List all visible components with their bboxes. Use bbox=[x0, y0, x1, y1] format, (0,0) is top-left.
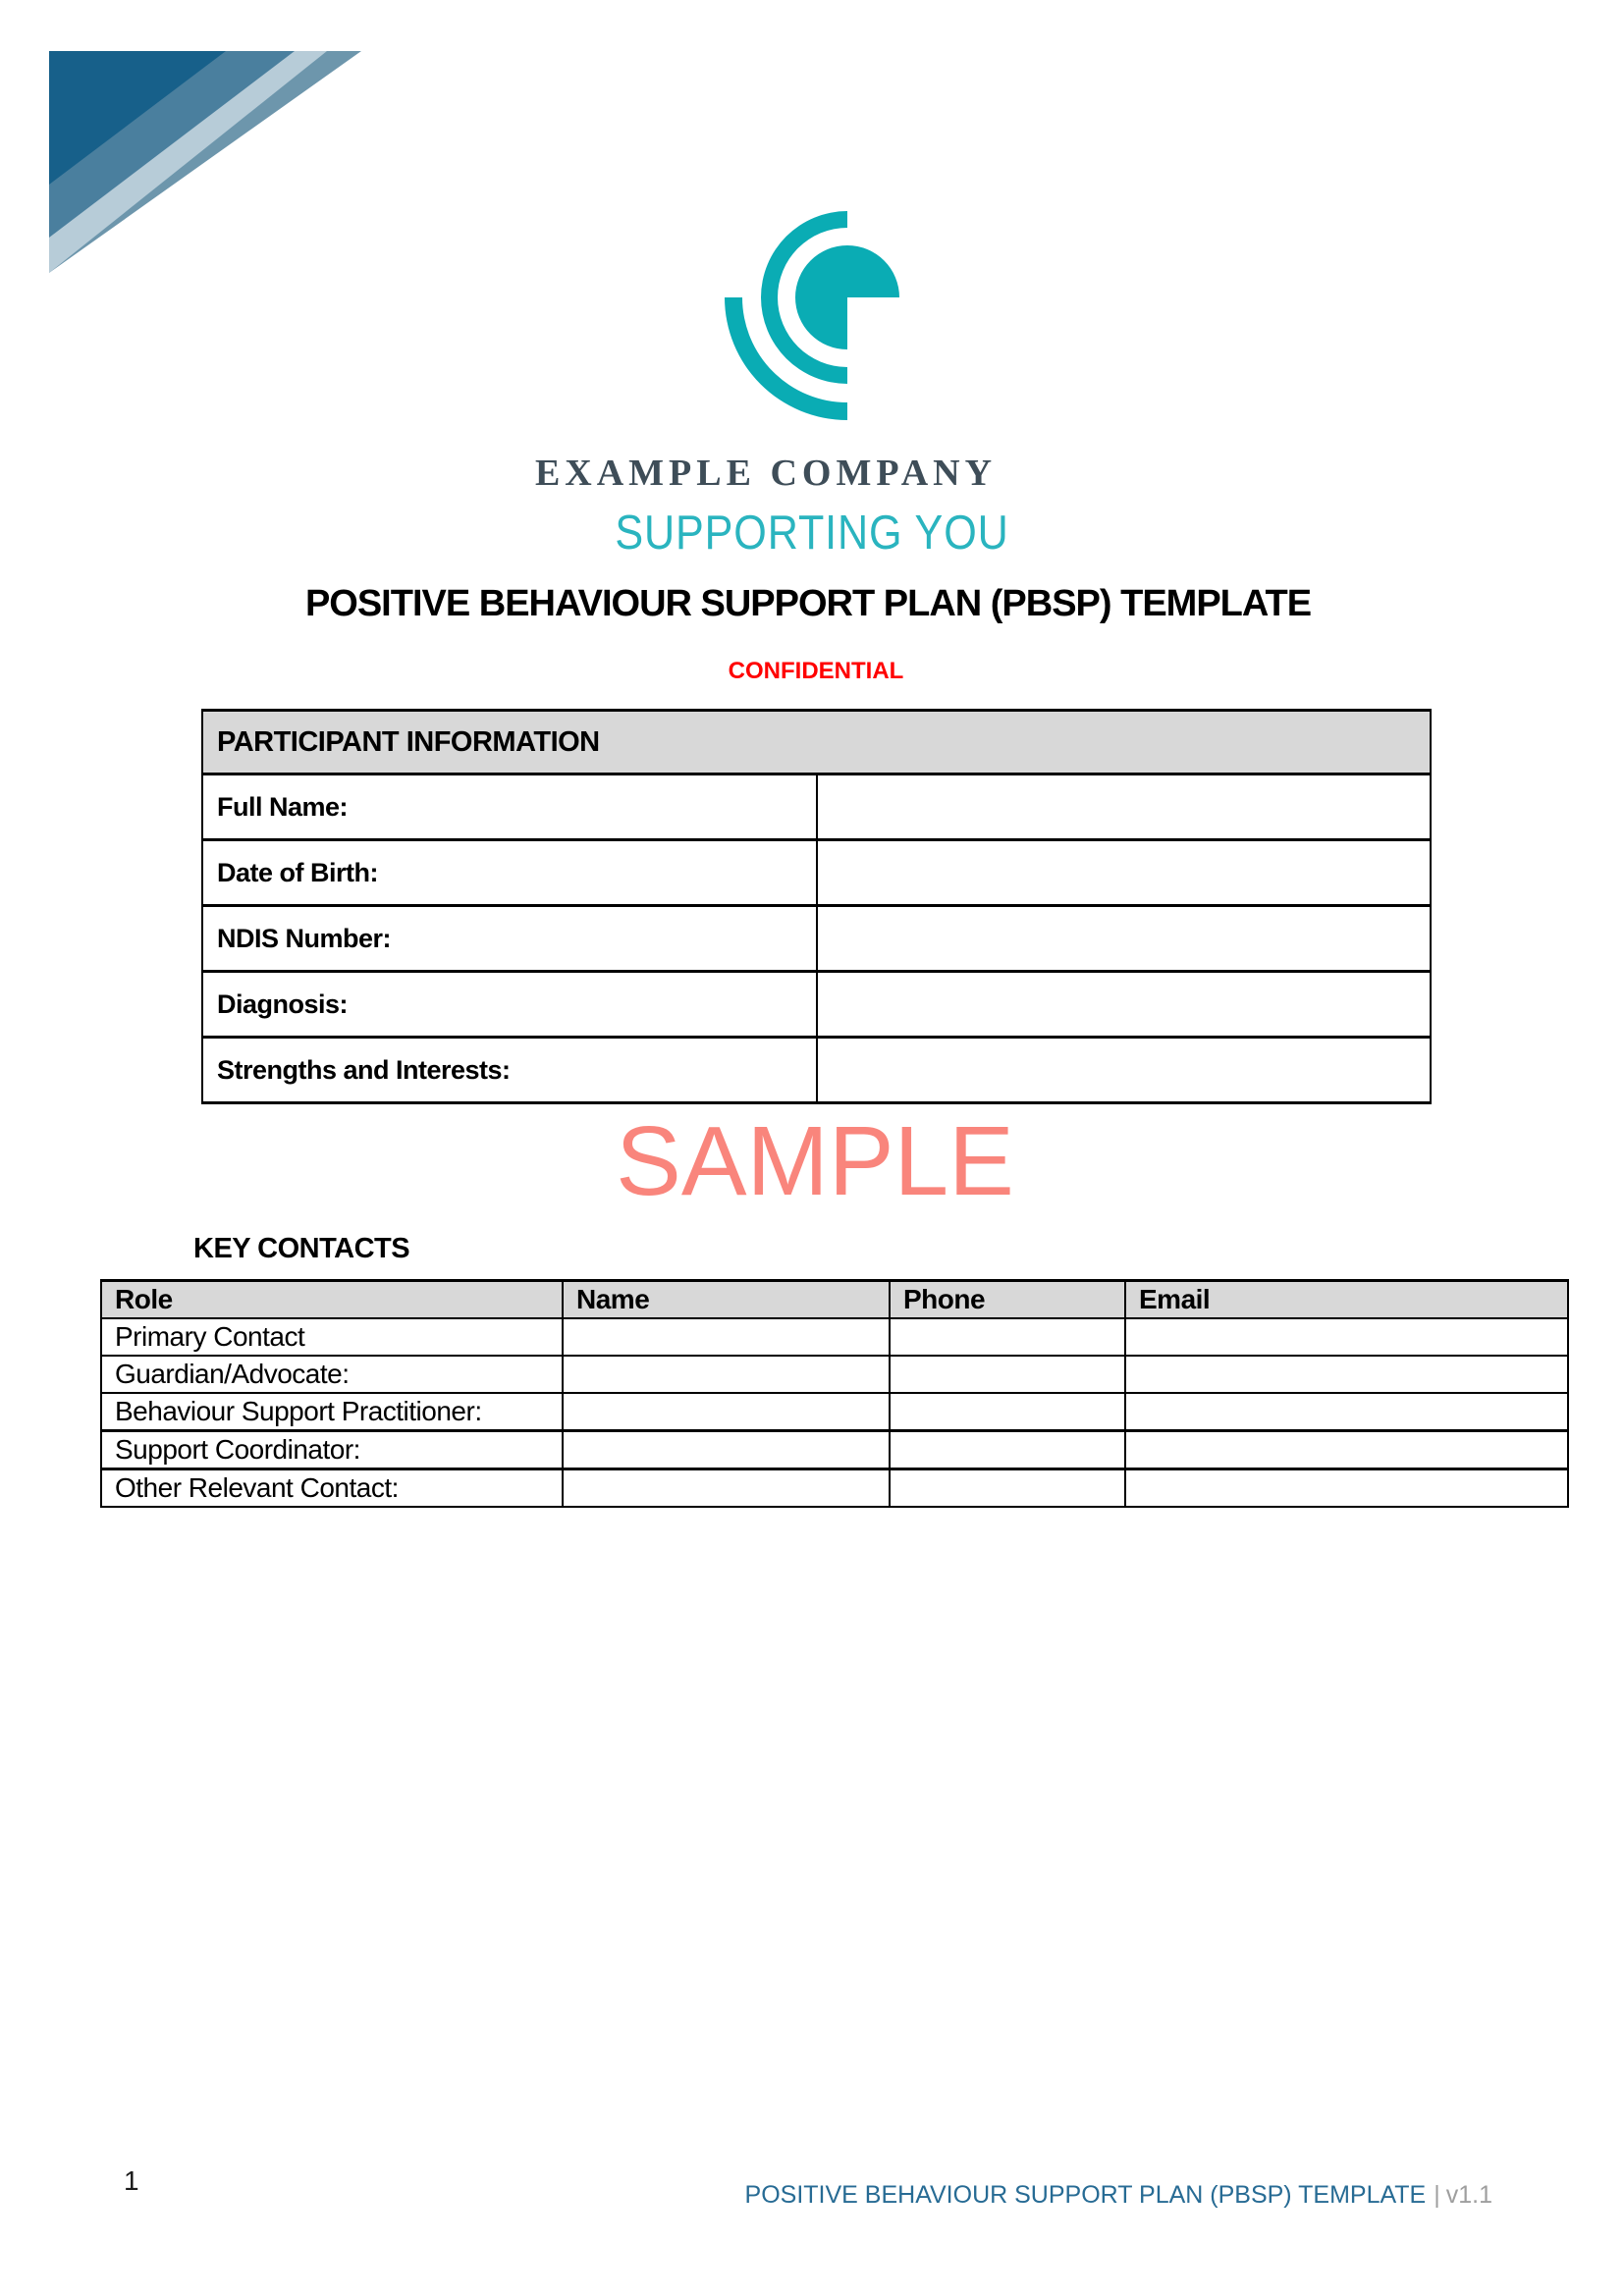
strengths-interests-value-cell[interactable] bbox=[817, 1038, 1432, 1103]
other-relevant-contact-email-cell[interactable] bbox=[1125, 1469, 1568, 1508]
primary-contact-email-cell[interactable] bbox=[1125, 1318, 1568, 1356]
guardian-advocate-name-cell[interactable] bbox=[563, 1356, 890, 1393]
primary-contact-role-label: Primary Contact bbox=[101, 1318, 563, 1356]
table-row bbox=[202, 906, 1431, 972]
footer-separator: | bbox=[1434, 2181, 1440, 2209]
behaviour-support-practitioner-email-cell[interactable] bbox=[1125, 1393, 1568, 1431]
column-header-role: Role bbox=[101, 1281, 563, 1319]
table-row bbox=[202, 972, 1431, 1038]
company-tagline: SUPPORTING YOU bbox=[615, 507, 1009, 560]
sample-watermark: SAMPLE bbox=[616, 1106, 1014, 1216]
other-relevant-contact-role-label: Other Relevant Contact: bbox=[101, 1469, 563, 1508]
table-row bbox=[101, 1356, 1568, 1393]
behaviour-support-practitioner-phone-cell[interactable] bbox=[890, 1393, 1125, 1431]
key-contacts-heading: KEY CONTACTS bbox=[193, 1233, 410, 1264]
column-header-email: Email bbox=[1125, 1281, 1568, 1319]
page-number: 1 bbox=[124, 2165, 139, 2196]
ndis-number-label: NDIS Number: bbox=[202, 906, 817, 972]
company-name: EXAMPLE COMPANY bbox=[534, 453, 998, 494]
support-coordinator-role-label: Support Coordinator: bbox=[101, 1431, 563, 1469]
table-row bbox=[101, 1393, 1568, 1431]
column-header-name: Name bbox=[563, 1281, 890, 1319]
footer bbox=[745, 2181, 1492, 2210]
table-row bbox=[202, 774, 1431, 840]
date-of-birth-label: Date of Birth: bbox=[202, 840, 817, 906]
footer-document-title: POSITIVE BEHAVIOUR SUPPORT PLAN (PBSP) TEMPLATE bbox=[744, 2181, 1427, 2209]
concentric-arcs-icon bbox=[720, 170, 975, 425]
support-coordinator-email-cell[interactable] bbox=[1125, 1431, 1568, 1469]
guardian-advocate-email-cell[interactable] bbox=[1125, 1356, 1568, 1393]
table-header-row bbox=[101, 1281, 1568, 1319]
full-name-label: Full Name: bbox=[202, 774, 817, 840]
participant-information-table bbox=[201, 709, 1432, 1104]
ndis-number-value-cell[interactable] bbox=[817, 906, 1432, 972]
table-row bbox=[101, 1469, 1568, 1508]
diagnosis-label: Diagnosis: bbox=[202, 972, 817, 1038]
page-title: POSITIVE BEHAVIOUR SUPPORT PLAN (PBSP) TEMPLATE bbox=[304, 583, 1312, 624]
support-coordinator-phone-cell[interactable] bbox=[890, 1431, 1125, 1469]
key-contacts-table bbox=[100, 1279, 1569, 1508]
table-row bbox=[101, 1431, 1568, 1469]
behaviour-support-practitioner-role-label: Behaviour Support Practitioner: bbox=[101, 1393, 563, 1431]
strengths-interests-label: Strengths and Interests: bbox=[202, 1038, 817, 1103]
table-header-row bbox=[202, 711, 1431, 774]
primary-contact-name-cell[interactable] bbox=[563, 1318, 890, 1356]
confidential-badge: CONFIDENTIAL bbox=[728, 658, 904, 684]
table-row bbox=[202, 1038, 1431, 1103]
corner-ribbon-decoration bbox=[49, 51, 361, 273]
date-of-birth-value-cell[interactable] bbox=[817, 840, 1432, 906]
guardian-advocate-role-label: Guardian/Advocate: bbox=[101, 1356, 563, 1393]
primary-contact-phone-cell[interactable] bbox=[890, 1318, 1125, 1356]
support-coordinator-name-cell[interactable] bbox=[563, 1431, 890, 1469]
footer-version: v1.1 bbox=[1445, 2181, 1492, 2209]
diagnosis-value-cell[interactable] bbox=[817, 972, 1432, 1038]
other-relevant-contact-name-cell[interactable] bbox=[563, 1469, 890, 1508]
table-row bbox=[101, 1318, 1568, 1356]
column-header-phone: Phone bbox=[890, 1281, 1125, 1319]
participant-information-header: PARTICIPANT INFORMATION bbox=[202, 711, 1431, 774]
other-relevant-contact-phone-cell[interactable] bbox=[890, 1469, 1125, 1508]
full-name-value-cell[interactable] bbox=[817, 774, 1432, 840]
guardian-advocate-phone-cell[interactable] bbox=[890, 1356, 1125, 1393]
table-row bbox=[202, 840, 1431, 906]
behaviour-support-practitioner-name-cell[interactable] bbox=[563, 1393, 890, 1431]
